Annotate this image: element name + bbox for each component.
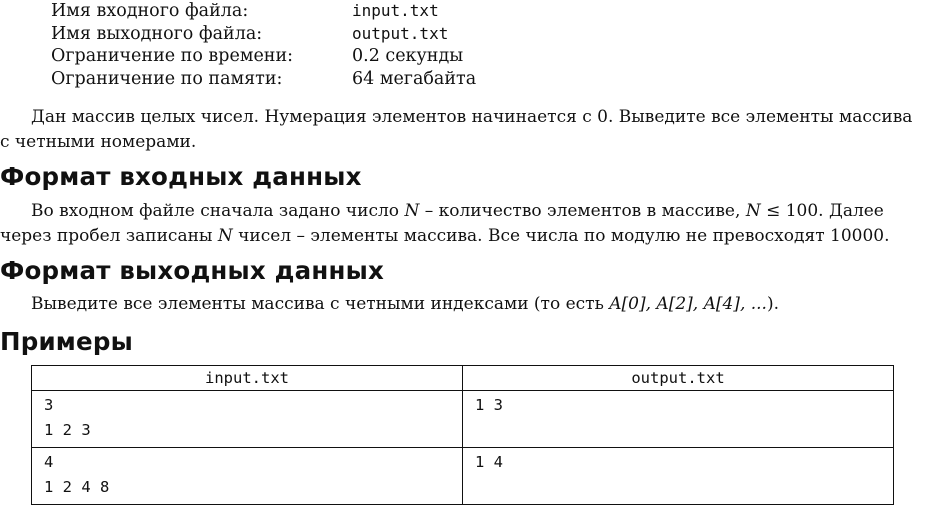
- output-format-heading: Формат выходных данных: [0, 256, 384, 285]
- meta-label: Ограничение по времени:: [51, 46, 294, 66]
- variable-n: N: [745, 201, 761, 221]
- table-row: [32, 448, 894, 505]
- meta-row-input-file: [51, 0, 476, 23]
- meta-label: Ограничение по памяти:: [51, 68, 283, 89]
- formula: A[0], A[2], A[4], ...: [609, 294, 767, 314]
- meta-row-output-file: [51, 23, 476, 46]
- column-header-output: output.txt: [463, 366, 894, 391]
- input-format-paragraph: [0, 199, 945, 249]
- example-input-cell: [32, 391, 463, 448]
- example-line: 3: [44, 396, 54, 414]
- meta-label: Имя выходного файла:: [51, 23, 263, 44]
- text-fragment: Во входном файле сначала задано число: [31, 201, 405, 221]
- example-output-cell: [463, 391, 894, 448]
- meta-value: output.txt: [352, 23, 449, 43]
- example-line: 1 4: [475, 453, 503, 471]
- text-fragment: ).: [766, 294, 780, 314]
- example-line: 4: [44, 453, 54, 471]
- examples-heading: Примеры: [0, 327, 133, 356]
- column-header-input: input.txt: [32, 366, 463, 391]
- statement-line: Дан массив целых чисел. Нумерация элементов начинается с 0. Выведите все элементы массива: [31, 107, 913, 127]
- table-header-row: [32, 366, 894, 391]
- variable-n: N: [217, 226, 233, 246]
- meta-value: 0.2 секунды: [352, 46, 464, 66]
- meta-row-memory-limit: [51, 68, 476, 91]
- text-fragment: ≤ 100. Далее: [760, 201, 884, 221]
- meta-row-time-limit: [51, 45, 476, 68]
- limits-block: [51, 0, 476, 90]
- text-fragment: Выведите все элементы массива с четными индексами (то есть: [31, 294, 610, 314]
- table-row: [32, 391, 894, 448]
- meta-label: Имя входного файла:: [51, 1, 249, 21]
- example-line: 1 2 3: [44, 421, 91, 439]
- variable-n: N: [404, 201, 420, 221]
- text-fragment: – количество элементов в массиве,: [419, 201, 746, 221]
- example-output-cell: [463, 448, 894, 505]
- output-format-paragraph: [0, 292, 945, 317]
- statement-line: с четными номерами.: [0, 132, 197, 152]
- text-fragment: чисел – элементы массива. Все числа по модулю не превосходят 10000.: [232, 226, 890, 246]
- example-line: 1 2 4 8: [44, 478, 110, 496]
- text-fragment: через пробел записаны: [0, 226, 218, 246]
- meta-value: 64 мегабайта: [352, 68, 477, 89]
- examples-table: [31, 365, 894, 505]
- statement-paragraph: [0, 105, 945, 155]
- example-input-cell: [32, 448, 463, 505]
- example-line: 1 3: [475, 396, 503, 414]
- input-format-heading: Формат входных данных: [0, 162, 362, 191]
- meta-value: input.txt: [352, 1, 439, 20]
